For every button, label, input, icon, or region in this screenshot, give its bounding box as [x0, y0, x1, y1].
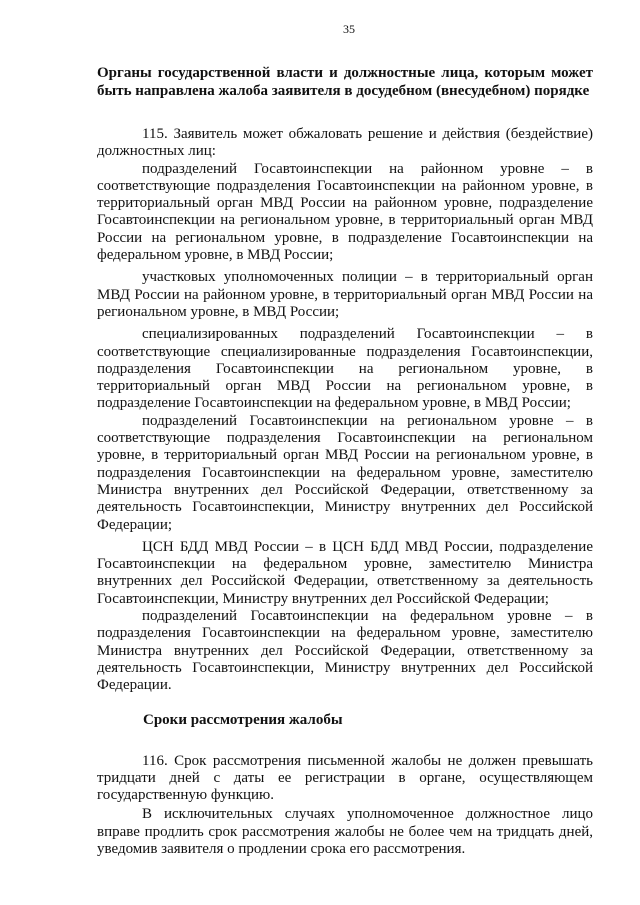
paragraph-116-extension: В исключительных случаях уполномоченное должностное лицо вправе продлить срок рассмотрения жалобы не более чем на тридцать дней, уведомив заявителя о продлении срока его рассмотрения.: [97, 806, 593, 857]
paragraph-115-intro: 115. Заявитель может обжаловать решение и действия (бездействие) должностных лиц:: [97, 126, 593, 160]
section-116: [97, 753, 593, 859]
paragraph-specialized-units: специализированных подразделений Госавтоинспекции – в соответствующие специализированные подразделения Госавтоинспекции, подразделения Госавтоинспекции на региональном уровне, в территориальный орган МВД России на региональном уровне, в подразделение Госавтоинспекции на федеральном уровне, в МВД России;: [97, 326, 593, 412]
document-page: [97, 22, 593, 858]
paragraph-district-officers: участковых уполномоченных полиции – в территориальный орган МВД России на районном уровне, в территориальный орган МВД России на региональном уровне, в МВД России;: [97, 269, 593, 320]
section-115: [97, 126, 593, 695]
paragraph-116-term: 116. Срок рассмотрения письменной жалобы не должен превышать тридцати дней с даты ее регистрации в органе, осуществляющем государственную функцию.: [97, 752, 593, 804]
paragraph-federal-units: подразделений Госавтоинспекции на федеральном уровне – в подразделения Госавтоинспекции на федеральном уровне, заместителю Министра внутренних дел Российской Федерации, ответственному за деятельность Госавтоинспекции, Министру внутренних дел Российской Федерации.: [97, 608, 593, 694]
paragraph-regional-units: подразделений Госавтоинспекции на региональном уровне – в соответствующие подразделения Госавтоинспекции на региональном уровне, в территориальный орган МВД России на региональном уровне, в подразделения Госавтоинспекции на федеральном уровне, заместителю Министра внутренних дел Российской Федерации, ответственному за деятельность Госавтоинспекции, Министру внутренних дел Российской Федерации;: [97, 412, 593, 533]
page-number: 35: [343, 22, 355, 36]
section-heading: Органы государственной власти и должностные лица, которым может быть направлена жалоба заявителя в досудебном (внесудебном) порядке: [97, 65, 593, 99]
subsection-heading: Сроки рассмотрения жалобы: [143, 711, 343, 728]
paragraph-district-units: подразделений Госавтоинспекции на районном уровне – в соответствующие подразделения Госавтоинспекции на районном уровне, в территориальный орган МВД России на районном уровне, подразделение Госавтоинспекции на региональном уровне, в территориальный орган МВД России на региональном уровне, в подразделение Госавтоинспекции на федеральном уровне, в МВД России;: [97, 160, 593, 264]
paragraph-tsn-bdd: ЦСН БДД МВД России – в ЦСН БДД МВД России, подразделение Госавтоинспекции на федеральном уровне, заместителю Министра внутренних дел Российской Федерации, ответственному за деятельность Госавтоинспекции, Министру внутренних дел Российской Федерации;: [97, 538, 593, 607]
